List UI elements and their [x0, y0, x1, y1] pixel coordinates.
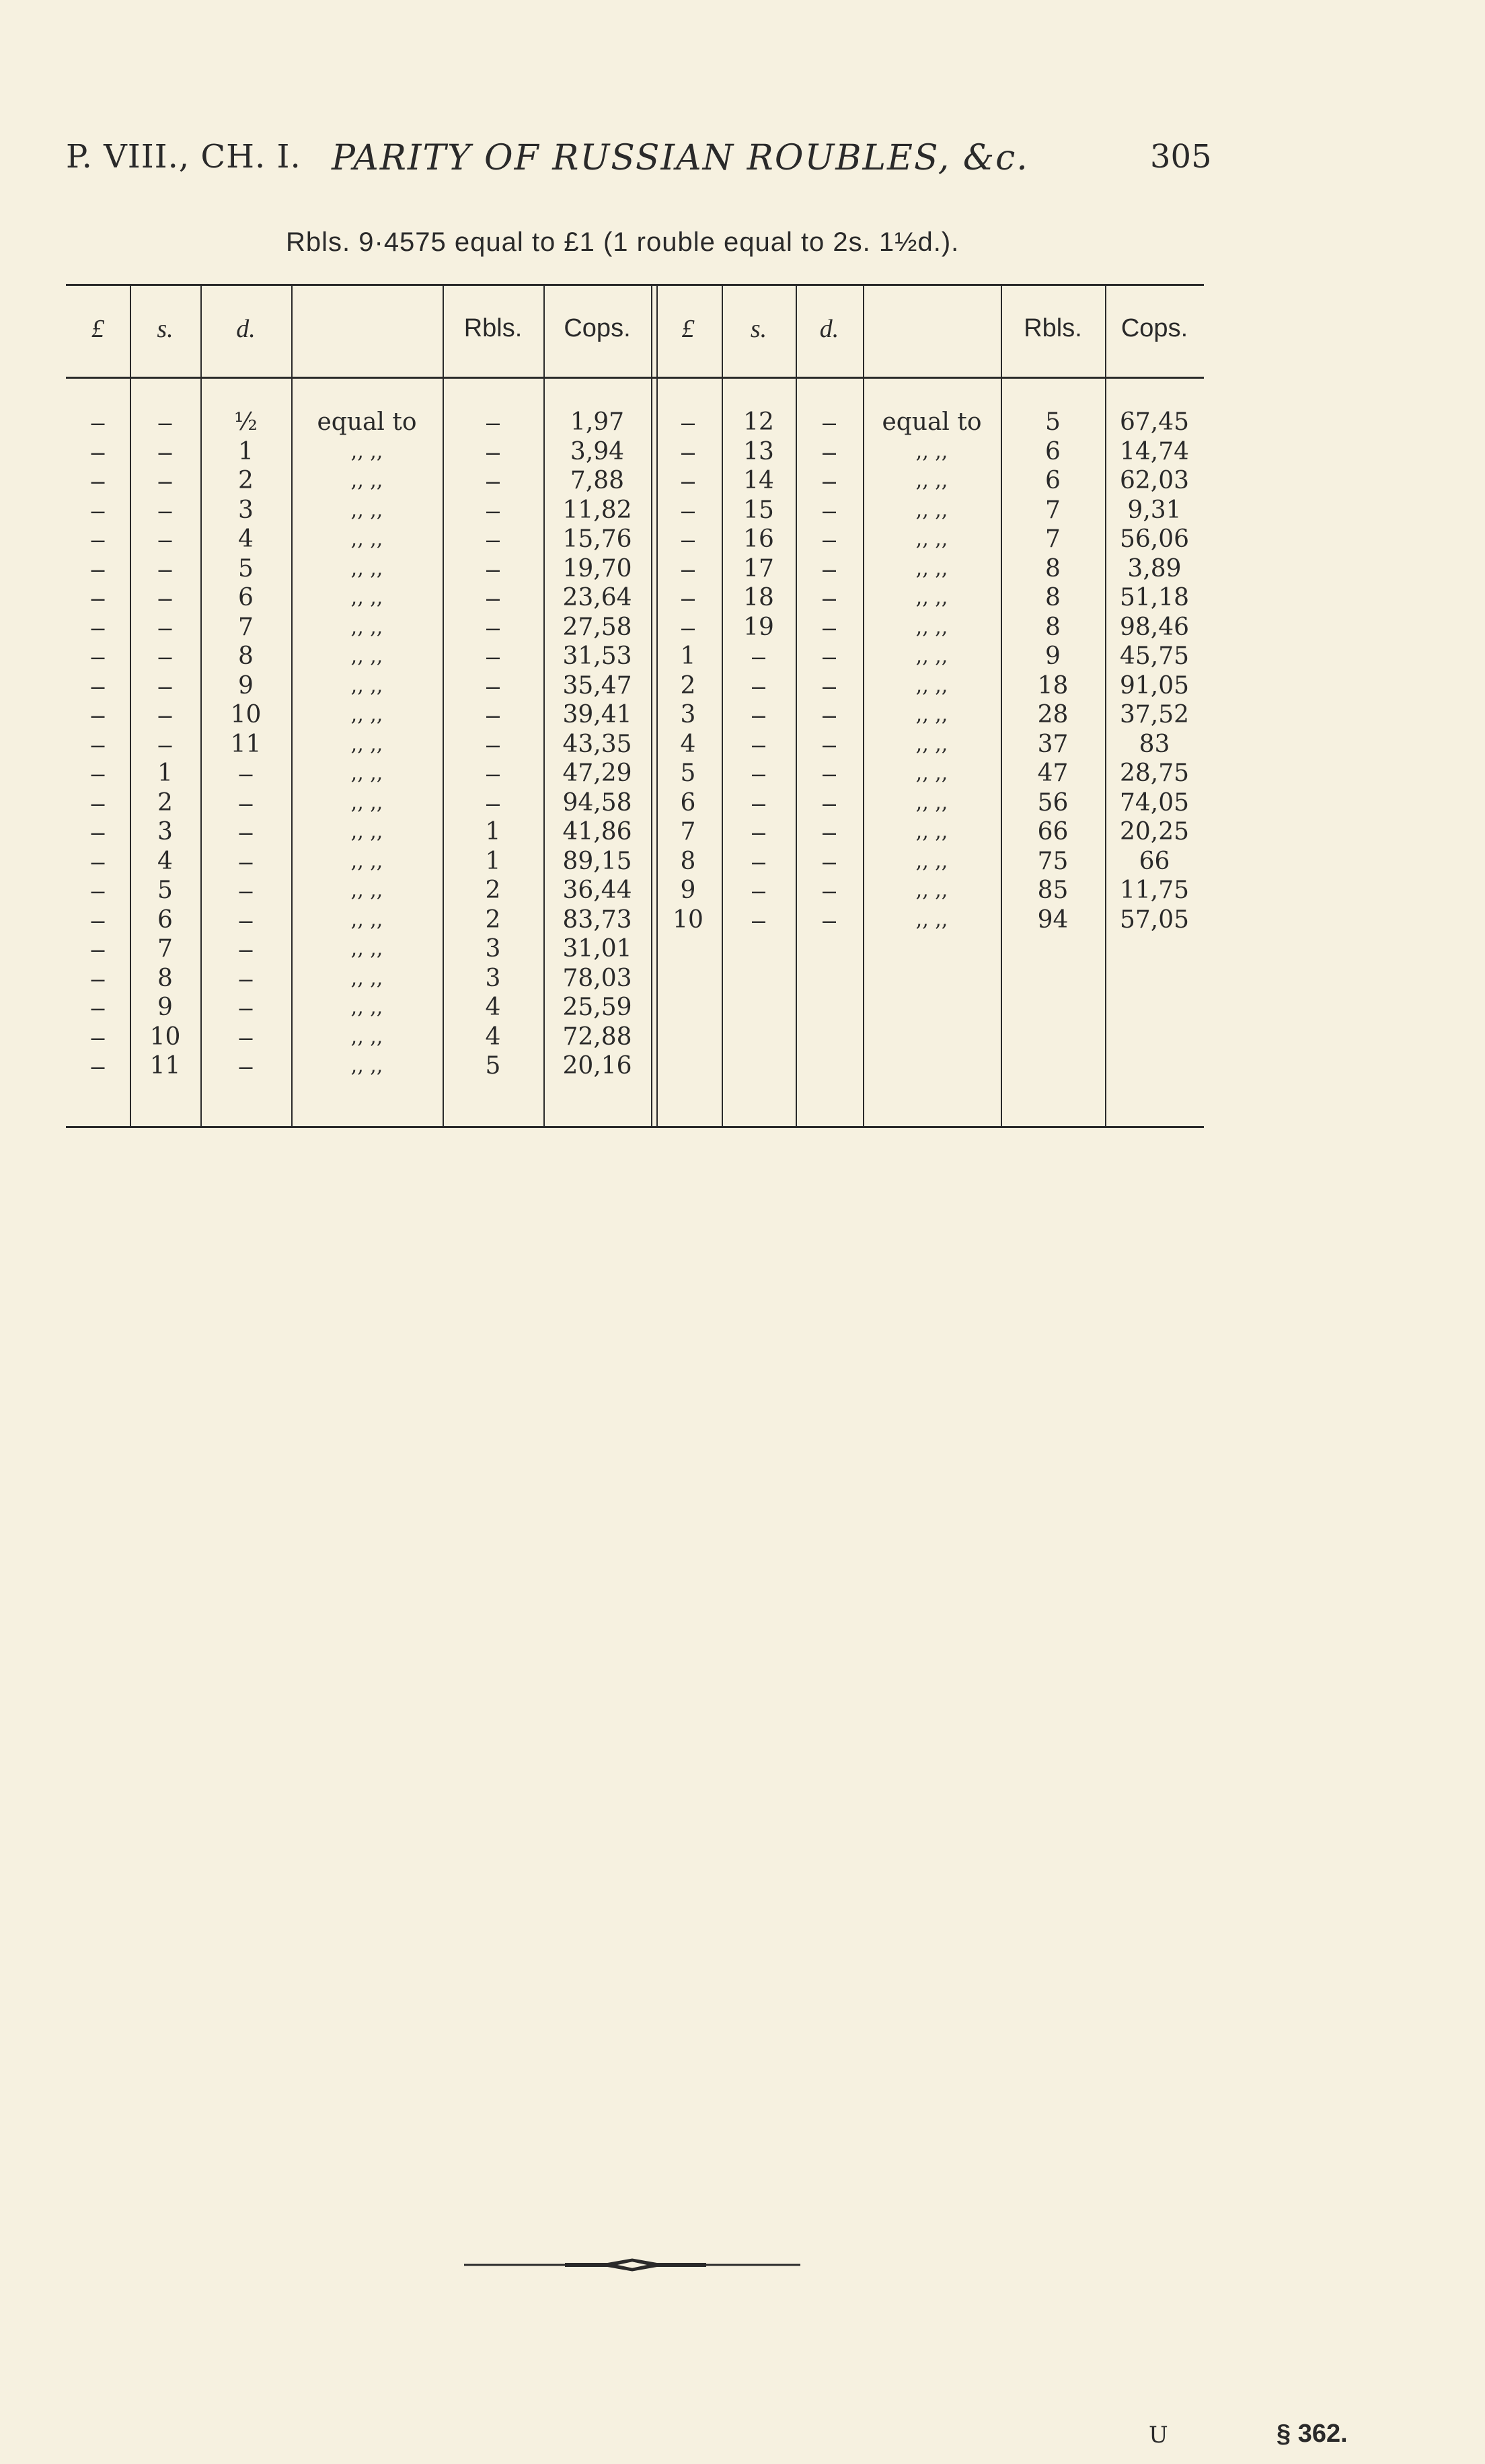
table-cell: –: [91, 788, 105, 817]
table-cell: ,, ,,: [350, 527, 383, 551]
table-cell: 2: [157, 788, 173, 817]
table-cell: 11,75: [1119, 876, 1190, 904]
table-cell: 62,03: [1119, 467, 1190, 494]
table-cell: –: [822, 701, 837, 729]
table-cell: 18: [743, 584, 774, 611]
table-cell: 4: [485, 994, 501, 1021]
table-cell: 23,64: [562, 584, 632, 611]
table-cell: 91,05: [1119, 671, 1190, 700]
table-cell: 18: [1037, 671, 1069, 700]
table-cell: 6: [1045, 467, 1061, 494]
table-cell: ,, ,,: [915, 879, 948, 902]
table-cell: ,, ,,: [915, 673, 948, 698]
right-equal-to-column: [863, 408, 1001, 934]
right-copecks-column: [1105, 408, 1204, 934]
column-header: Rbls.: [463, 314, 523, 342]
table-cell: 47,29: [562, 759, 632, 787]
table-cell: –: [822, 788, 837, 817]
table-cell: ,, ,,: [350, 761, 383, 785]
table-cell: –: [91, 525, 105, 553]
table-cell: –: [751, 671, 766, 700]
table-cell: –: [486, 408, 500, 436]
table-cell: –: [91, 759, 105, 787]
table-cell: –: [158, 467, 172, 494]
table-cell: 31,53: [562, 642, 632, 670]
table-cell: 5: [485, 1052, 501, 1080]
table-cell: 3,94: [570, 437, 625, 465]
table-cell: –: [91, 584, 105, 611]
table-cell: 47: [1037, 759, 1069, 787]
table-cell: –: [681, 496, 695, 524]
table-cell: 3: [485, 964, 501, 992]
table-cell: 16: [743, 525, 774, 553]
table-cell: –: [239, 788, 253, 817]
table-cell: 5: [1045, 408, 1061, 436]
table-cell: ,, ,,: [915, 907, 948, 932]
page-title: PARITY OF RUSSIAN ROUBLES, &c.: [332, 138, 1029, 178]
table-cell: 83,73: [562, 905, 632, 934]
table-cell: ,, ,,: [350, 996, 383, 1019]
table-cell: –: [486, 525, 500, 553]
table-cell: 94: [1037, 905, 1069, 934]
table-cell: 1: [238, 437, 254, 465]
table-cell: –: [239, 876, 253, 904]
table-cell: 8: [1045, 613, 1061, 641]
table-cell: 4: [485, 1022, 501, 1051]
table-cell: –: [239, 1052, 253, 1080]
table-cell: –: [822, 759, 837, 787]
table-cell: 2: [238, 467, 254, 494]
table-cell: –: [486, 584, 500, 611]
table-cell: 7: [1045, 496, 1061, 524]
table-cell: 41,86: [562, 818, 632, 846]
table-cell: –: [158, 437, 172, 465]
table-cell: 5: [157, 876, 173, 904]
table-cell: –: [751, 847, 766, 875]
table-cell: ,, ,,: [915, 498, 948, 522]
table-cell: 31,01: [562, 935, 632, 963]
column-header: £: [91, 315, 104, 343]
table-cell: 19: [743, 613, 774, 641]
table-cell: –: [91, 671, 105, 700]
table-cell: –: [158, 496, 172, 524]
table-cell: –: [91, 905, 105, 934]
table-cell: 56: [1037, 788, 1069, 817]
table-cell: –: [239, 759, 253, 787]
left-pounds-column: [66, 408, 130, 1081]
table-cell: 1: [485, 847, 501, 875]
table-cell: equal to: [317, 408, 417, 436]
table-top-rule: [66, 284, 1204, 286]
table-cell: –: [681, 584, 695, 611]
table-cell: ,, ,,: [350, 966, 383, 990]
table-cell: 2: [485, 876, 501, 904]
table-cell: –: [91, 935, 105, 963]
table-cell: ,, ,,: [350, 879, 383, 902]
table-cell: ,, ,,: [350, 820, 383, 844]
table-cell: 66: [1037, 818, 1069, 846]
table-cell: 7: [1045, 525, 1061, 553]
table-cell: –: [486, 642, 500, 670]
table-cell: 67,45: [1119, 408, 1190, 436]
table-cell: ½: [234, 408, 258, 436]
table-cell: 74,05: [1119, 788, 1190, 817]
table-cell: –: [486, 730, 500, 758]
table-cell: ,, ,,: [350, 732, 383, 756]
table-cell: ,, ,,: [915, 732, 948, 756]
table-cell: 27,58: [562, 613, 632, 641]
table-cell: ,, ,,: [350, 849, 383, 873]
parity-table: [66, 284, 1204, 1128]
table-cell: 3,89: [1127, 554, 1182, 583]
table-cell: –: [751, 818, 766, 846]
table-cell: 6: [1045, 437, 1061, 465]
column-header: £: [681, 315, 695, 343]
table-cell: –: [681, 554, 695, 583]
table-cell: –: [751, 642, 766, 670]
table-cell: 98,46: [1119, 613, 1190, 641]
table-cell: ,, ,,: [350, 615, 383, 639]
table-cell: –: [486, 554, 500, 583]
table-cell: 85: [1037, 876, 1069, 904]
table-cell: –: [158, 701, 172, 729]
column-rule: [651, 284, 652, 1126]
table-cell: ,, ,,: [350, 937, 383, 961]
table-cell: 3: [238, 496, 254, 524]
table-cell: ,, ,,: [350, 556, 383, 581]
table-cell: –: [751, 905, 766, 934]
table-cell: 75: [1037, 847, 1069, 875]
table-cell: 1: [157, 759, 173, 787]
left-pence-column: [200, 408, 291, 1081]
table-cell: –: [822, 847, 837, 875]
table-cell: ,, ,,: [350, 790, 383, 815]
table-cell: 1,97: [570, 408, 625, 436]
table-cell: –: [158, 613, 172, 641]
table-cell: –: [91, 964, 105, 992]
table-cell: ,, ,,: [350, 1054, 383, 1078]
table-cell: ,, ,,: [915, 586, 948, 609]
table-cell: 6: [680, 788, 696, 817]
table-cell: 15: [743, 496, 774, 524]
right-pounds-column: [654, 408, 722, 934]
table-cell: 12: [743, 408, 774, 436]
table-cell: 5: [238, 554, 254, 583]
table-cell: 7: [238, 613, 254, 641]
table-cell: 6: [157, 905, 173, 934]
table-cell: 39,41: [562, 701, 632, 729]
table-cell: –: [91, 994, 105, 1021]
table-cell: 94,58: [562, 788, 632, 817]
table-cell: 9: [680, 876, 696, 904]
table-cell: ,, ,,: [915, 761, 948, 785]
left-equal-to-column: [291, 408, 443, 1081]
table-cell: –: [681, 613, 695, 641]
table-cell: –: [681, 408, 695, 436]
table-cell: ,, ,,: [915, 849, 948, 873]
table-cell: –: [91, 408, 105, 436]
table-cell: 8: [157, 964, 173, 992]
table-cell: 4: [238, 525, 254, 553]
table-cell: 17: [743, 554, 774, 583]
table-cell: –: [822, 408, 837, 436]
table-cell: –: [91, 467, 105, 494]
table-cell: 89,15: [562, 847, 632, 875]
table-cell: 2: [680, 671, 696, 700]
table-cell: –: [158, 584, 172, 611]
table-cell: ,, ,,: [915, 790, 948, 815]
table-cell: 6: [238, 584, 254, 611]
table-cell: –: [822, 642, 837, 670]
table-cell: –: [91, 847, 105, 875]
table-cell: ,, ,,: [350, 586, 383, 609]
table-cell: 9,31: [1127, 496, 1182, 524]
table-cell: ,, ,,: [350, 1024, 383, 1049]
table-cell: ,, ,,: [350, 907, 383, 932]
table-cell: ,, ,,: [915, 439, 948, 463]
table-cell: –: [822, 554, 837, 583]
table-cell: 14,74: [1119, 437, 1190, 465]
table-cell: 11,82: [562, 496, 632, 524]
table-cell: 56,06: [1119, 525, 1190, 553]
table-cell: 10: [230, 701, 262, 729]
column-header: d.: [236, 315, 256, 343]
table-cell: –: [158, 525, 172, 553]
table-cell: ,, ,,: [915, 820, 948, 844]
left-copecks-column: [543, 408, 651, 1081]
section-reference: § 362.: [1277, 2420, 1348, 2448]
table-cell: ,, ,,: [350, 498, 383, 522]
right-roubles-column: [1001, 408, 1105, 934]
left-shillings-column: [130, 408, 200, 1081]
table-cell: 8: [238, 642, 254, 670]
column-header: Rbls.: [1024, 314, 1082, 342]
table-cell: 14: [743, 467, 774, 494]
table-cell: –: [239, 818, 253, 846]
table-cell: 45,75: [1119, 642, 1190, 670]
table-cell: –: [822, 671, 837, 700]
table-cell: 78,03: [562, 964, 632, 992]
table-cell: ,, ,,: [915, 556, 948, 581]
table-cell: –: [486, 437, 500, 465]
table-cell: 28: [1037, 701, 1069, 729]
table-cell: –: [822, 525, 837, 553]
running-header: [66, 138, 1212, 192]
table-cell: 9: [238, 671, 254, 700]
table-cell: 37,52: [1119, 701, 1190, 729]
table-cell: 35,47: [562, 671, 632, 700]
table-cell: 1: [485, 818, 501, 846]
table-cell: 57,05: [1119, 905, 1190, 934]
table-cell: 8: [1045, 584, 1061, 611]
table-cell: 8: [1045, 554, 1061, 583]
table-cell: –: [158, 671, 172, 700]
table-cell: –: [239, 847, 253, 875]
table-cell: –: [239, 1022, 253, 1051]
table-cell: –: [486, 467, 500, 494]
table-cell: 10: [673, 905, 703, 934]
table-cell: –: [91, 818, 105, 846]
table-cell: 7,88: [570, 467, 625, 494]
table-cell: –: [158, 408, 172, 436]
ornament-divider: [464, 2257, 800, 2273]
chapter-reference: P. VIII., CH. I.: [66, 138, 301, 176]
table-cell: –: [822, 876, 837, 904]
table-cell: 43,35: [562, 730, 632, 758]
right-pence-column: [796, 408, 863, 934]
table-cell: –: [239, 905, 253, 934]
table-cell: 11: [149, 1052, 181, 1080]
table-cell: 19,70: [562, 554, 632, 583]
table-cell: 5: [680, 759, 696, 787]
table-cell: –: [158, 730, 172, 758]
table-cell: equal to: [882, 408, 982, 436]
table-cell: 15,76: [562, 525, 632, 553]
table-cell: –: [486, 496, 500, 524]
table-cell: 25,59: [562, 994, 632, 1021]
table-cell: 10: [149, 1022, 181, 1051]
table-cell: ,, ,,: [350, 439, 383, 463]
table-cell: –: [681, 437, 695, 465]
table-cell: –: [822, 437, 837, 465]
table-cell: –: [822, 905, 837, 934]
table-cell: ,, ,,: [350, 703, 383, 726]
table-cell: 3: [485, 935, 501, 963]
table-cell: –: [91, 613, 105, 641]
table-cell: –: [239, 935, 253, 963]
table-cell: –: [681, 525, 695, 553]
table-cell: –: [486, 701, 500, 729]
table-cell: 4: [680, 730, 696, 758]
table-cell: –: [751, 701, 766, 729]
table-cell: –: [822, 818, 837, 846]
table-cell: 66: [1139, 847, 1170, 875]
table-cell: –: [91, 554, 105, 583]
table-cell: –: [239, 994, 253, 1021]
table-cell: –: [486, 788, 500, 817]
table-cell: –: [91, 730, 105, 758]
table-cell: –: [158, 554, 172, 583]
column-header: s.: [157, 315, 174, 343]
table-cell: –: [681, 467, 695, 494]
table-cell: –: [822, 584, 837, 611]
table-cell: –: [751, 876, 766, 904]
left-roubles-column: [443, 408, 543, 1081]
table-cell: –: [486, 671, 500, 700]
table-cell: ,, ,,: [915, 615, 948, 639]
table-cell: –: [91, 642, 105, 670]
table-cell: 4: [157, 847, 173, 875]
table-bottom-rule: [66, 1126, 1204, 1128]
table-cell: 83: [1139, 730, 1170, 758]
table-cell: 1: [680, 642, 696, 670]
table-cell: –: [822, 496, 837, 524]
table-cell: 20,25: [1119, 818, 1190, 846]
column-header: Cops.: [1120, 314, 1188, 342]
table-cell: –: [751, 759, 766, 787]
table-cell: –: [91, 437, 105, 465]
table-cell: –: [91, 1052, 105, 1080]
table-cell: –: [239, 964, 253, 992]
table-cell: 3: [680, 701, 696, 729]
table-cell: 3: [157, 818, 173, 846]
table-cell: 2: [485, 905, 501, 934]
table-cell: –: [486, 759, 500, 787]
table-cell: –: [91, 496, 105, 524]
table-cell: 72,88: [562, 1022, 632, 1051]
table-cell: 8: [680, 847, 696, 875]
table-cell: 7: [157, 935, 173, 963]
table-cell: 51,18: [1119, 584, 1190, 611]
table-cell: –: [486, 613, 500, 641]
table-cell: –: [91, 1022, 105, 1051]
table-cell: 28,75: [1119, 759, 1190, 787]
table-cell: ,, ,,: [350, 469, 383, 492]
table-cell: ,, ,,: [915, 527, 948, 551]
column-header: Cops.: [564, 314, 631, 342]
right-shillings-column: [722, 408, 796, 934]
table-cell: –: [91, 701, 105, 729]
table-cell: –: [822, 730, 837, 758]
header-bottom-rule: [66, 377, 1204, 379]
table-cell: –: [91, 876, 105, 904]
table-cell: 9: [1045, 642, 1061, 670]
exchange-rate-subtitle: Rbls. 9·4575 equal to £1 (1 rouble equal to 2s. 1½d.).: [286, 227, 960, 257]
page-number: 305: [1150, 138, 1212, 176]
table-cell: 7: [680, 818, 696, 846]
table-cell: ,, ,,: [915, 703, 948, 726]
table-cell: ,, ,,: [915, 644, 948, 668]
column-header: d.: [819, 315, 839, 343]
table-cell: –: [158, 642, 172, 670]
table-cell: 9: [157, 994, 173, 1021]
table-cell: ,, ,,: [350, 644, 383, 668]
table-cell: –: [822, 613, 837, 641]
column-header: s.: [750, 315, 767, 343]
table-cell: –: [751, 788, 766, 817]
signature-mark: U: [1149, 2422, 1168, 2449]
table-cell: 37: [1037, 730, 1069, 758]
table-cell: –: [751, 730, 766, 758]
table-cell: 13: [743, 437, 774, 465]
table-cell: 20,16: [562, 1052, 632, 1080]
table-cell: 36,44: [562, 876, 632, 904]
table-cell: 11: [230, 730, 262, 758]
table-cell: –: [822, 467, 837, 494]
table-cell: ,, ,,: [915, 469, 948, 492]
table-cell: ,, ,,: [350, 673, 383, 698]
